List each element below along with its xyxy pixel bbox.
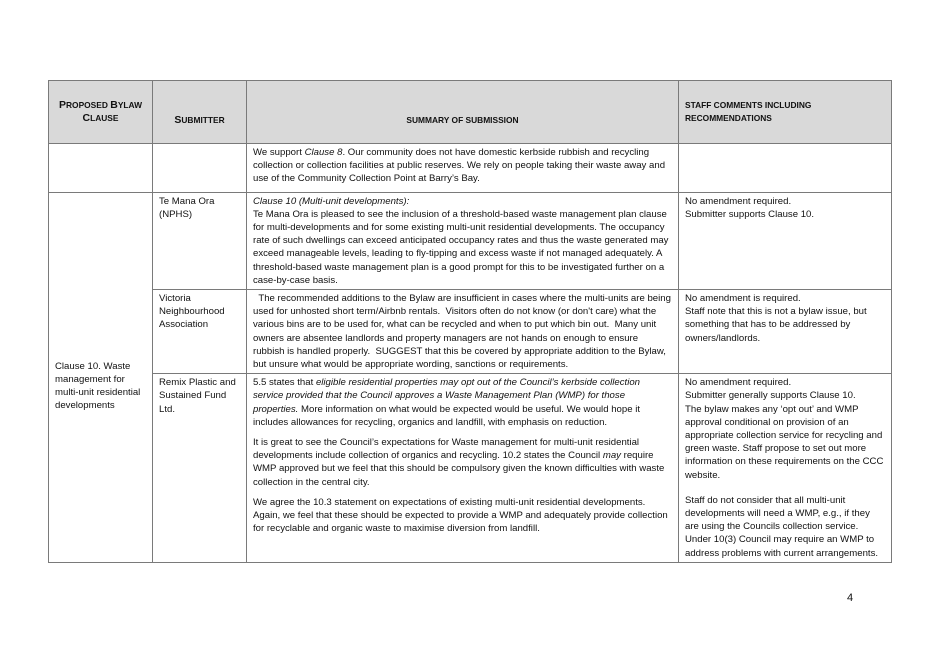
header-staff-comments: STAFF COMMENTS INCLUDING RECOMMENDATIONS bbox=[679, 81, 892, 144]
clause-cell-empty bbox=[49, 144, 153, 193]
summary-cell: We support Clause 8. Our community does not have domestic kerbside rubbish and recycling collection or collection facilities at public reserves. We rely on people taking their waste away and use of the Community Collection Point at Barry’s Bay. bbox=[247, 144, 679, 193]
clause-10-cell: Clause 10. Waste management for multi-unit residential developments bbox=[49, 192, 153, 562]
remix-paragraph-3: We agree the 10.3 statement on expectations of existing multi-unit residential developments. Again, we feel that these should be expected to provide a WMP and adequately provide collection for recyclable and organic waste to maximise diversion from landfill. bbox=[253, 496, 668, 535]
summary-victoria: The recommended additions to the Bylaw are insufficient in cases where the multi-units are being used for unhosted short term/Airbnb rentals. Visitors often do not know (or don't care) what the various bins are to be used for, what can be recycled and when to put which bin out. Many unit owners are absentee landlords and property managers are not hands on enough to ensure rubbish is handled properly. SUGGEST that this be covered by appropriate addition to the Bylaw, but unsure what would be appropriate wording, sanctions or requirements. bbox=[247, 290, 679, 374]
staff-remix: No amendment required. Submitter generally supports Clause 10. The bylaw makes any ‘opt out’ and WMP approval conditional on provision of an appropriate collection service for recycling and green waste. Staff propose to set out more information on these requirements on the CCC website. Staff do not consider that all multi-unit developments will need a WMP, e.g., if they are using the Councils collection service. Under 10(3) Council may require an WMP to address problems with current arrangements. bbox=[679, 374, 892, 563]
header-summary: SUMMARY OF SUBMISSION bbox=[247, 81, 679, 144]
remix-paragraph-2: It is great to see the Council’s expectations for Waste management for multi-unit residential developments include collection of organics and recycling. 10.2 states the Council may require WMP approved but we feel that this should be compulsory given the known difficulties with waste collection in the central city. bbox=[253, 437, 665, 488]
table-row bbox=[49, 192, 892, 289]
page-number: 4 bbox=[847, 592, 854, 604]
remix-paragraph-1: 5.5 states that eligible residential properties may opt out of the Council’s kerbside collection service provided that the Council approves a Waste Management Plan (WMP) for those properties. More information on what would be expected would be useful. We would hope it includes allowances for recycling, organics and landfill, with emphasis on reduction. bbox=[253, 377, 640, 428]
staff-te-mana-ora: No amendment required. Submitter supports Clause 10. bbox=[679, 192, 892, 289]
staff-victoria: No amendment is required. Staff note that this is not a bylaw issue, but something that has to be addressed by owners/landlords. bbox=[679, 290, 892, 374]
submitter-victoria: Victoria Neighbourhood Association bbox=[153, 290, 247, 374]
staff-cell-empty bbox=[679, 144, 892, 193]
staff-remix-paragraph-2: Staff do not consider that all multi-unit developments will need a WMP, e.g., if they are using the Councils collection service. Under 10(3) Council may require an WMP to address problems with current arrangements. bbox=[685, 494, 879, 559]
submitter-te-mana-ora: Te Mana Ora (NPHS) bbox=[153, 192, 247, 289]
summary-remix bbox=[247, 374, 679, 563]
table-row bbox=[49, 374, 892, 563]
table-header-row bbox=[49, 81, 892, 144]
submissions-table bbox=[48, 80, 892, 563]
summary-te-mana-ora: Clause 10 (Multi-unit developments): Te Mana Ora is pleased to see the inclusion of a threshold-based waste management plan clause for multi-developments and for some existing multi-unit residential developments. The occupancy rate of such dwellings can exceed anticipated occupancy rates and thus the waste generated may exceed manageable levels, leading to fly-tipping and excess waste if not managed adequately. A threshold-based waste management plan is a good prompt for this to be investigated further on a case-by-case basis. bbox=[247, 192, 679, 289]
table-row bbox=[49, 290, 892, 374]
header-submitter: SUBMITTER bbox=[153, 81, 247, 144]
submitter-remix: Remix Plastic and Sustained Fund Ltd. bbox=[153, 374, 247, 563]
header-proposed-bylaw-clause: PROPOSED BYLAW CLAUSE bbox=[49, 81, 153, 144]
table-row bbox=[49, 144, 892, 193]
submitter-cell-empty bbox=[153, 144, 247, 193]
